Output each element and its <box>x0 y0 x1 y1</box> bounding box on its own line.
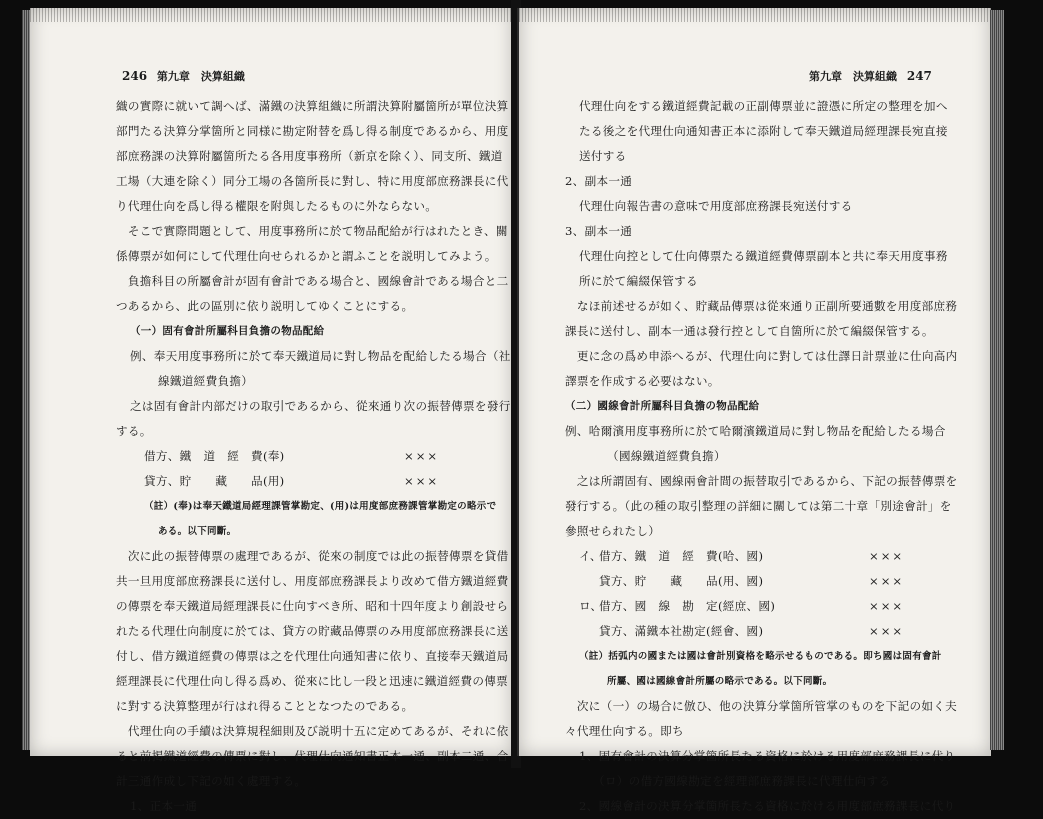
text-line: する。 <box>116 424 152 438</box>
right-page-number: 247 <box>906 69 932 83</box>
entry-amount: ××× <box>404 449 440 463</box>
journal-entry <box>116 444 511 469</box>
scan-noise <box>30 8 513 22</box>
text-line: 1、正本一通 <box>130 799 198 813</box>
left-page-number: 246 <box>122 69 148 83</box>
text-line: 工場（大連を除く）同分工場の各箇所長に對し、特に用度部庶務課長に代 <box>116 174 509 188</box>
text-line: 部庶務課の決算附屬箇所たる各用度事務所（新京を除く）、同支所、鐵道 <box>116 149 503 163</box>
text-line: 計三通作成し下記の如く處理する。 <box>116 774 307 788</box>
scan-noise <box>519 8 991 22</box>
text-line: 1、固有會計の決算分掌箇所長たる資格に於ける用度部庶務課長に代り <box>579 749 956 763</box>
journal-entry <box>565 594 958 619</box>
text-line: に對する決算整理が行はれ得ることとなつたのである。 <box>116 699 414 713</box>
entry-amount: ××× <box>404 474 440 488</box>
text-line: 更に念の爲め申添へるが、代理仕向に對しては仕譯日計票並に仕向高内 <box>565 349 958 363</box>
text-line: 代理仕向の手續は決算規程細則及び説明十五に定めてあるが、それに依 <box>116 724 509 738</box>
text-line: つあるから、此の區別に依り説明してゆくことにする。 <box>116 299 414 313</box>
text-line: 線鐵道經費負擔） <box>158 374 254 388</box>
entry-account: 貸方、貯 藏 品(用、國) <box>599 574 764 588</box>
journal-entry <box>565 569 958 594</box>
note-line: （註）(奉)は奉天鐵道局經理課管掌勘定、(用)は用度部庶務課管掌勘定の略示で <box>144 501 497 512</box>
text-line: （ロ）の借方國線勘定を經理部庶務課長に代理仕向する <box>593 774 891 788</box>
text-line: 代理仕向報告書の意味で用度部庶務課長宛送付する <box>579 199 853 213</box>
section-heading: （一）固有會計所屬科目負擔の物品配給 <box>130 325 325 337</box>
entry-label: ロ、 <box>579 599 603 613</box>
text-line: 經理課長に代理仕向し得る爲め、從來に比し一段と迅速に鐵道經費の傳票 <box>116 674 509 688</box>
right-page <box>517 8 991 813</box>
text-line: 參照せられたし） <box>565 524 661 538</box>
note-line: 所屬、國は國線會計所屬の略示である。以下同斷。 <box>607 676 833 687</box>
entry-account: 借方、國 線 勘 定(經庶、國) <box>599 599 776 613</box>
right-page-header <box>809 68 938 84</box>
text-line: 課長に送付し、副本一通は發行控として自箇所に於て編綴保管する。 <box>565 324 934 338</box>
entry-label <box>579 569 599 594</box>
entry-account: 借方、鐵 道 經 費(奉) <box>144 449 285 463</box>
text-line: 付し、借方鐵道經費の傳票は之を代理仕向通知書に依り、直接奉天鐵道局 <box>116 649 509 663</box>
journal-entry <box>116 469 511 494</box>
text-line: 例、哈爾濱用度事務所に於て哈爾濱鐵道局に對し物品を配給したる場合 <box>565 424 946 438</box>
text-line: 所に於て編綴保管する <box>579 274 698 288</box>
text-line: 例、奉天用度事務所に於て奉天鐵道局に對し物品を配給したる場合（社 <box>130 349 511 363</box>
text-line: 次に此の振替傳票の處理であるが、從來の制度では此の振替傳票を貸借 <box>116 549 509 563</box>
left-running-title: 第九章 決算組織 <box>156 70 245 83</box>
text-line: 之は固有會計内部だけの取引であるから、從來通り次の振替傳票を發行 <box>130 399 511 413</box>
note-line: （註）括弧内の國または國は會計別資格を略示せるものである。即ち國は固有會計 <box>579 651 942 662</box>
text-line: 代理仕向をする鐵道經費記載の正副傳票並に證憑に所定の整理を加へ <box>579 99 948 113</box>
text-line: 送付する <box>579 149 627 163</box>
entry-amount: ××× <box>869 574 905 588</box>
text-line: 々代理仕向する。即ち <box>565 724 684 738</box>
right-running-title: 第九章 決算組織 <box>809 70 897 83</box>
text-line: 代理仕向控として仕向傳票たる鐵道經費傳票副本と共に奉天用度事務 <box>579 249 948 263</box>
right-page-body <box>565 94 958 819</box>
text-line: たる後之を代理仕向通知書正本に添附して奉天鐵道局經理課長宛直接 <box>579 124 948 138</box>
text-line: り代理仕向を爲し得る權限を附與したるものに外ならない。 <box>116 199 438 213</box>
entry-account: 借方、鐵 道 經 費(哈、國) <box>599 549 764 563</box>
journal-entry <box>565 544 958 569</box>
left-page <box>30 8 515 813</box>
text-line: ると前掲鐵道經費の傳票に對し、代理仕向通知書正本一通、副本二通、合 <box>116 749 509 763</box>
text-line: の傳票を奉天鐵道局經理課長に仕向すべき所、昭和十四年度より創設せら <box>116 599 509 613</box>
entry-account: 貸方、貯 藏 品(用) <box>144 474 285 488</box>
journal-entry <box>565 619 958 644</box>
text-line: れたる代理仕向制度に於ては、貸方の貯藏品傳票のみ用度部庶務課長に送 <box>116 624 509 638</box>
text-line: 發行する。（此の種の取引整理の詳細に關しては第二十章「別途會計」を <box>565 499 952 513</box>
entry-label <box>579 619 599 644</box>
book-edge-right <box>990 10 1004 750</box>
text-line: 負擔科目の所屬會計が固有會計である場合と、國線會計である場合と二 <box>116 274 509 288</box>
text-line: 2、副本一通 <box>565 174 633 188</box>
entry-amount: ××× <box>869 624 905 638</box>
text-line: （國線鐵道經費負擔） <box>607 449 726 463</box>
entry-account: 貸方、滿鐵本社勘定(經會、國) <box>599 624 764 638</box>
text-line: 織の實際に就いて調へば、滿鐵の決算組織に所謂決算附屬箇所が單位決算 <box>116 99 509 113</box>
text-line: そこで實際問題として、用度事務所に於て物品配給が行はれたとき、關 <box>116 224 508 238</box>
text-line: なほ前述せるが如く、貯藏品傳票は從來通り正副所要通數を用度部庶務 <box>565 299 958 313</box>
text-line: 3、副本一通 <box>565 224 633 238</box>
entry-amount: ××× <box>869 549 905 563</box>
entry-label: イ、 <box>579 549 602 563</box>
left-page-body <box>116 94 511 819</box>
book-edge-left <box>22 10 30 750</box>
text-line: 係傳票が如何にして代理仕向せられるかと謂ふことを説明してみよう。 <box>116 249 497 263</box>
entry-amount: ××× <box>869 599 905 613</box>
text-line: 共一旦用度部庶務課長に送付し、用度部庶務課長より改めて借方鐵道經費 <box>116 574 509 588</box>
text-line: 2、國線會計の決算分掌箇所長たる資格に於ける用度部庶務課長に代り <box>579 799 956 813</box>
text-line: 之は所謂固有、國線兩會計間の振替取引であるから、下記の振替傳票を <box>565 474 958 488</box>
text-line: 譯票を作成する必要はない。 <box>565 374 720 388</box>
left-page-header <box>116 68 245 84</box>
note-line: ある。以下同斷。 <box>158 526 237 537</box>
text-line: 部門たる決算分掌箇所と同様に勘定附替を爲し得る制度であるから、用度 <box>116 124 509 138</box>
text-line: 次に（一）の場合に倣ひ、他の決算分掌箇所管掌のものを下記の如く夫 <box>565 699 958 713</box>
section-heading: （二）國線會計所屬科目負擔の物品配給 <box>565 400 760 412</box>
